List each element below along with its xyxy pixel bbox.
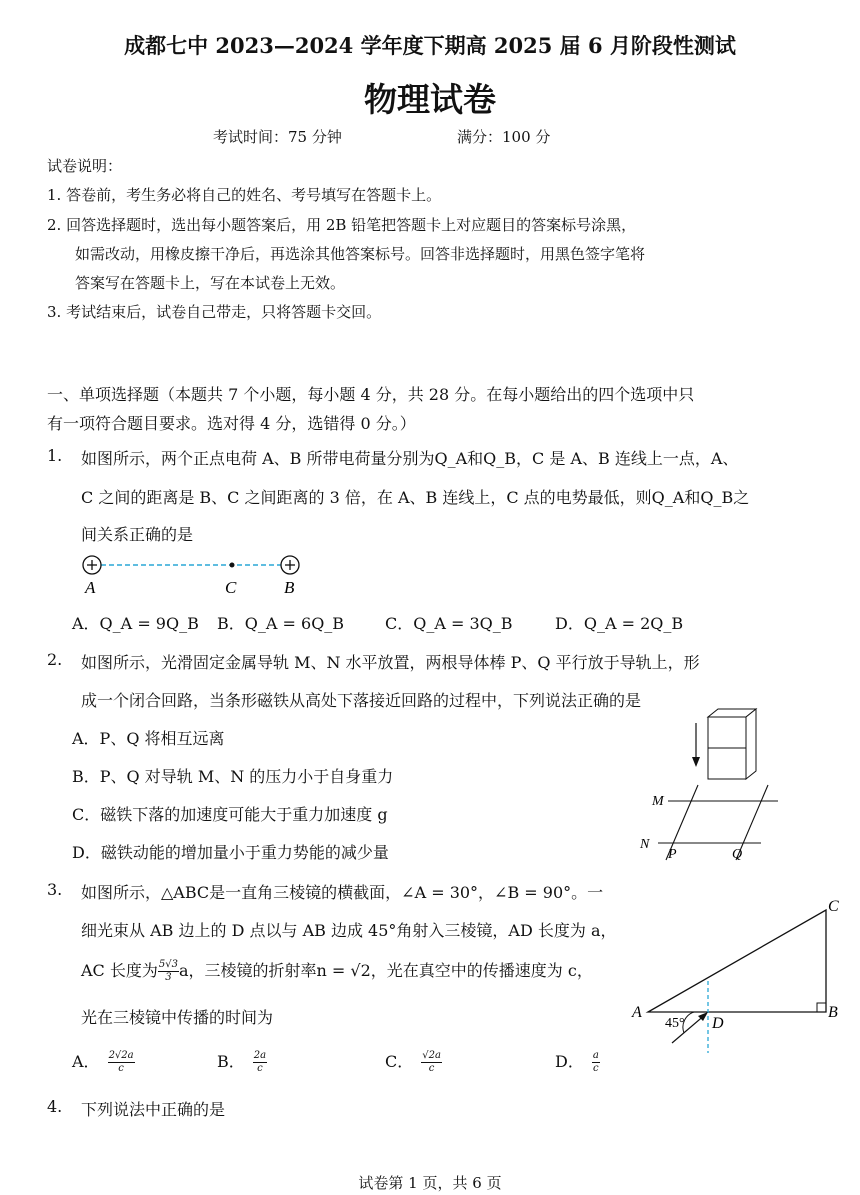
question-text: 如图所示，两个正点电荷 A、B 所带电荷量分别为Q_A和Q_B，C 是 A、B 连线上一点，A、 <box>81 449 739 468</box>
option-d[interactable]: D．磁铁动能的增加量小于重力势能的减少量 <box>72 843 389 862</box>
label-n: N <box>640 837 650 852</box>
question-number: 1. <box>47 446 63 465</box>
label-c: C <box>828 898 839 915</box>
question-text: 光在三棱镜中传播的时间为 <box>81 1008 274 1027</box>
label-c: C <box>225 578 237 597</box>
label-b: B <box>828 1004 838 1021</box>
instruction-item: 3. 考试结束后，试卷自己带走，只将答题卡交回。 <box>47 303 382 321</box>
label-q: Q <box>732 847 743 862</box>
instruction-item: 如需改动，用橡皮擦干净后，再选涂其他答案标号。回答非选择题时，用黑色签字笔将 <box>75 245 646 263</box>
label-b: B <box>284 578 295 597</box>
option-b[interactable]: B．P、Q 对导轨 M、N 的压力小于自身重力 <box>72 767 394 786</box>
label-p: P <box>668 847 677 862</box>
page-footer: 试卷第 1 页，共 6 页 <box>358 1174 502 1192</box>
question-text: 下列说法中正确的是 <box>81 1100 226 1119</box>
angle-label: 45° <box>665 1016 685 1031</box>
question-text: 细光束从 AB 边上的 D 点以与 AB 边成 45°角射入三棱镜，AD 长度为 a， <box>81 921 617 940</box>
exam-time: 考试时间：75 分钟 <box>213 128 342 146</box>
exam-title: 成都七中 2023—2024 学年度下期高 2025 届 6 月阶段性测试 <box>124 33 736 58</box>
magnet-rails-diagram <box>636 705 786 865</box>
option-a[interactable]: A． $\frac{2√2a}{c}$ <box>72 1050 134 1074</box>
option-a[interactable]: A．Q_A = 9Q_B <box>72 614 199 633</box>
question-number: 2. <box>47 650 63 669</box>
question-number: 3. <box>47 880 63 899</box>
instruction-item: 答案写在答题卡上，写在本试卷上无效。 <box>75 274 346 292</box>
label-d: D <box>712 1015 724 1032</box>
question-number: 4. <box>47 1097 63 1116</box>
question-text: 如图所示，△ABC是一直角三棱镜的横截面，∠A = 30°，∠B = 90°。一 <box>81 883 604 902</box>
option-b[interactable]: B． $\frac{2a}{c}$ <box>217 1050 267 1074</box>
instruction-item: 2. 回答选择题时，选出每小题答案后，用 2B 铅笔把答题卡上对应题目的答案标号涂黑， <box>47 216 637 234</box>
subject-title: 物理试卷 <box>364 80 496 119</box>
question-text: 成一个闭合回路，当条形磁铁从高处下落接近回路的过程中，下列说法正确的是 <box>81 691 642 710</box>
charges-diagram <box>75 553 305 598</box>
option-d[interactable]: D．Q_A = 2Q_B <box>555 614 684 633</box>
label-a: A <box>85 578 96 597</box>
instructions-heading: 试卷说明： <box>47 157 123 175</box>
label-a: A <box>632 1004 642 1021</box>
question-text: 间关系正确的是 <box>81 525 194 544</box>
option-d[interactable]: D． $\frac{a}{c}$ <box>555 1050 599 1074</box>
option-c[interactable]: C．磁铁下落的加速度可能大于重力加速度 g <box>72 805 388 824</box>
fraction: $\frac{5√3}{3}$ <box>158 959 178 983</box>
question-text: AC 长度为 $\frac{5√3}{3}$ a，三棱镜的折射率n = √2，光在真空中的传播速度为 c， <box>81 959 593 983</box>
question-text: C 之间的距离是 B、C 之间距离的 3 倍，在 A、B 连线上，C 点的电势最低，则Q_A和Q_B之 <box>81 488 750 507</box>
section-heading: 一、单项选择题（本题共 7 个小题，每小题 4 分，共 28 分。在每小题给出的四个选项中只 <box>47 385 695 404</box>
question-text: 如图所示，光滑固定金属导轨 M、N 水平放置，两根导体棒 P、Q 平行放于导轨上，形 <box>81 653 700 672</box>
instruction-item: 1. 答卷前，考生务必将自己的姓名、考号填写在答题卡上。 <box>47 186 442 204</box>
section-heading: 有一项符合题目要求。选对得 4 分，选错得 0 分。） <box>47 414 416 433</box>
full-score: 满分：100 分 <box>457 128 551 146</box>
option-c[interactable]: C．Q_A = 3Q_B <box>385 614 513 633</box>
option-a[interactable]: A．P、Q 将相互远离 <box>72 729 225 748</box>
prism-diagram <box>628 893 848 1058</box>
label-m: M <box>652 794 664 809</box>
option-c[interactable]: C． $\frac{√2a}{c}$ <box>385 1050 441 1074</box>
option-b[interactable]: B．Q_A = 6Q_B <box>217 614 345 633</box>
